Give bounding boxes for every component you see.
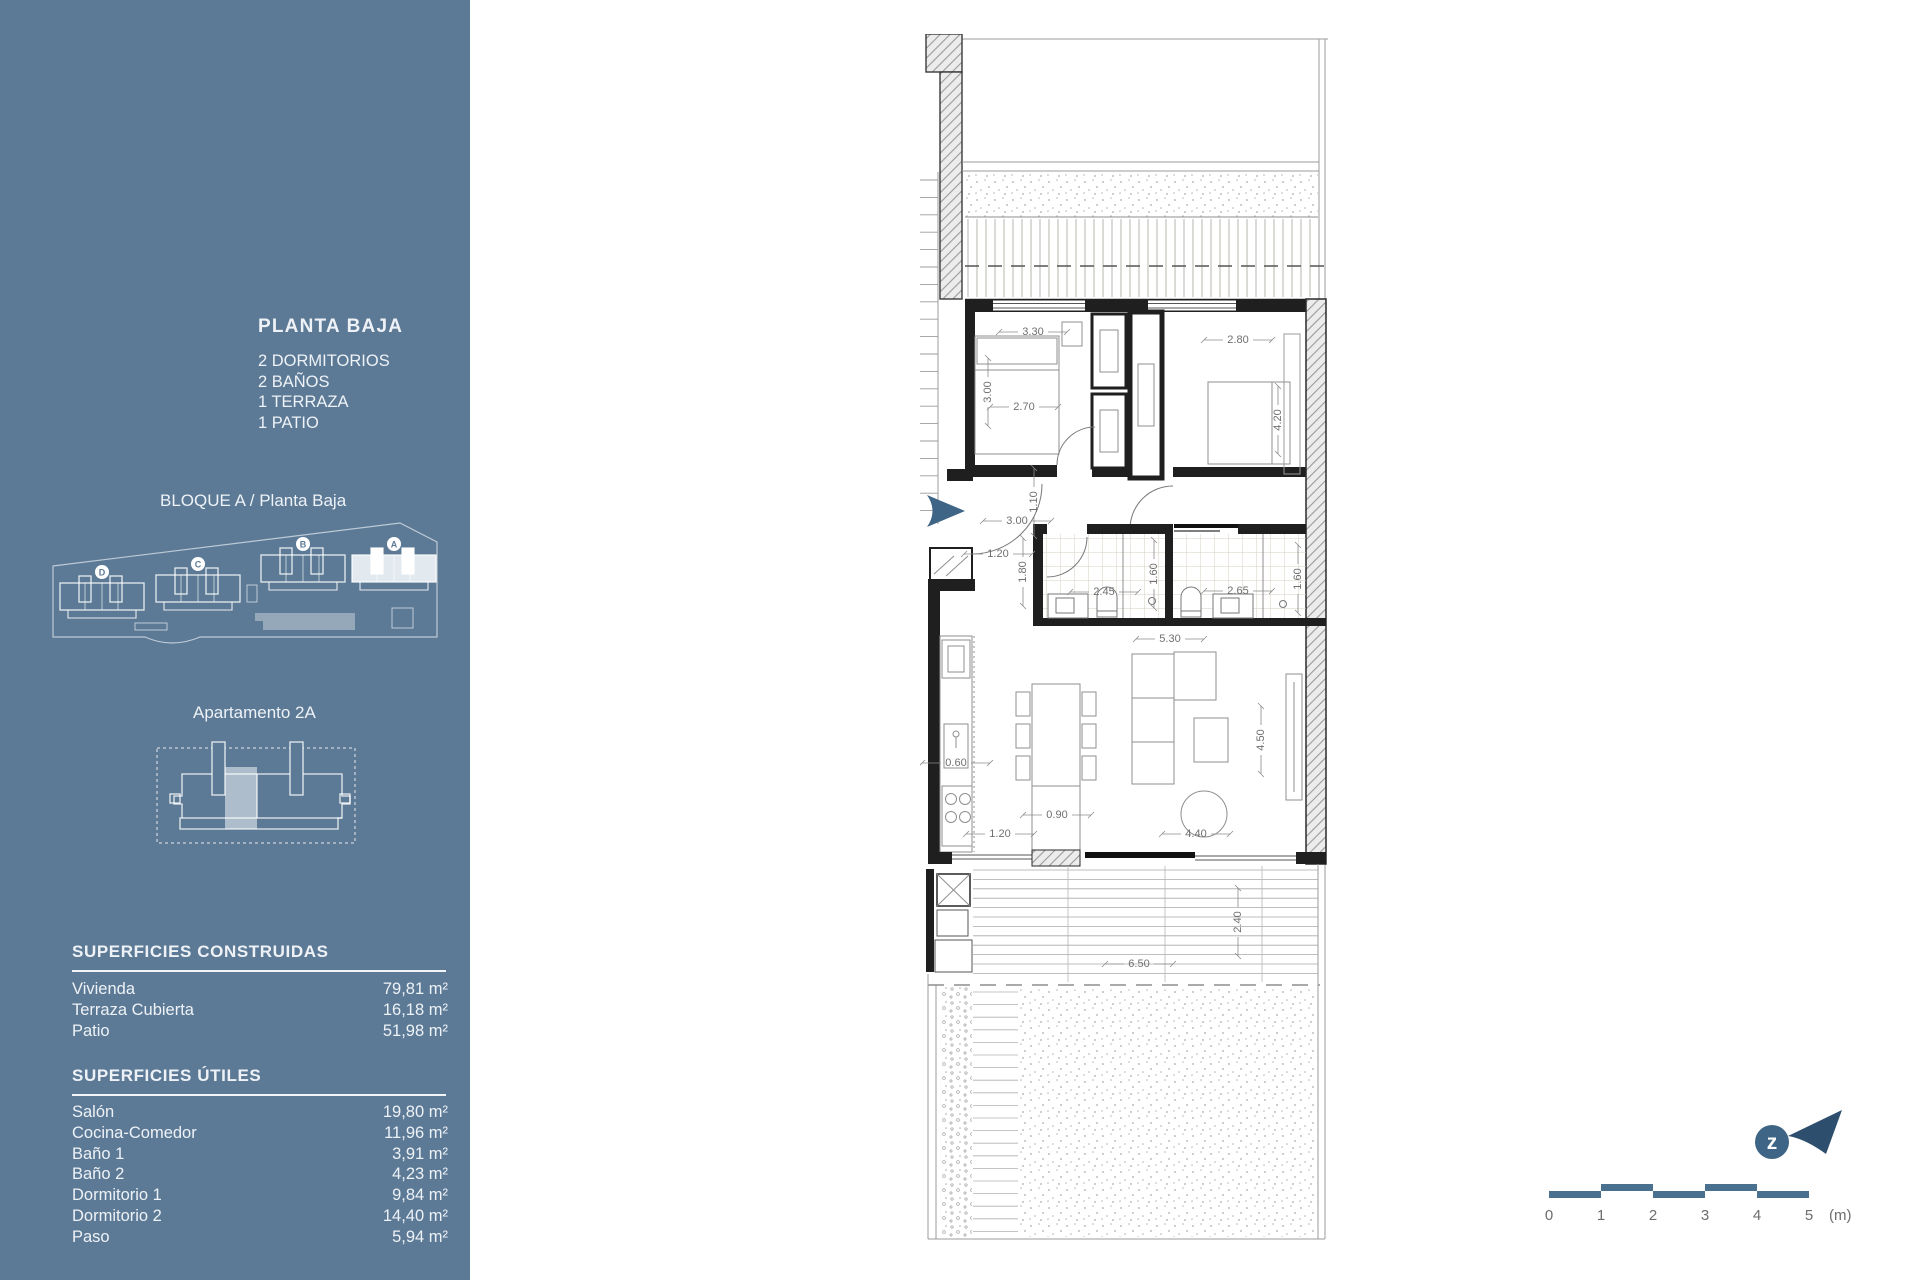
area-value: 5,94 m² — [392, 1227, 448, 1246]
svg-text:1.80: 1.80 — [1016, 561, 1029, 583]
scale-label: 5 — [1804, 1207, 1814, 1224]
sliding-door — [1174, 526, 1238, 531]
svg-text:2.80: 2.80 — [1227, 333, 1249, 346]
area-row — [72, 1185, 448, 1206]
area-label: Paso — [72, 1227, 110, 1246]
vegetation-strip — [940, 987, 972, 1237]
area-value: 51,98 m² — [382, 1021, 448, 1040]
entrance — [927, 469, 1042, 859]
area-label: Dormitorio 2 — [72, 1206, 162, 1225]
scale-label: 1 — [1596, 1207, 1606, 1224]
svg-text:2.65: 2.65 — [1227, 584, 1249, 597]
sink — [1213, 594, 1253, 618]
toilet — [1181, 587, 1201, 617]
area-row — [72, 1102, 448, 1123]
area-row — [72, 1021, 448, 1042]
side-steps — [920, 180, 938, 511]
sidebar — [0, 0, 470, 1280]
area-label: Vivienda — [72, 980, 135, 998]
feature-item: 1 TERRAZA — [258, 393, 349, 412]
svg-text:4.20: 4.20 — [1271, 409, 1284, 431]
feature-item: 2 DORMITORIOS — [258, 352, 390, 370]
door-arc — [1057, 427, 1095, 465]
door-arc — [1130, 486, 1173, 529]
area-row — [72, 1123, 448, 1144]
siteplan-block-A — [352, 537, 436, 590]
area-row — [72, 1164, 448, 1185]
area-label: Patio — [72, 1021, 110, 1040]
scale-label: 4 — [1752, 1207, 1762, 1224]
highlighted-unit — [225, 767, 257, 829]
area-row — [72, 1000, 448, 1021]
entrance-arrow — [927, 495, 965, 527]
svg-text:2.40: 2.40 — [1231, 911, 1244, 933]
svg-text:3.00: 3.00 — [981, 381, 994, 403]
siteplan-pool — [255, 613, 355, 630]
window — [1148, 301, 1236, 311]
dimension-0.90 — [1020, 809, 1094, 821]
construidas-table — [72, 979, 448, 1041]
dimension-4.50 — [1255, 703, 1267, 777]
tv-unit — [1286, 674, 1302, 800]
scale-label: 3 — [1700, 1207, 1710, 1224]
svg-text:1.10: 1.10 — [1027, 491, 1040, 513]
utility-area — [926, 869, 972, 972]
dimension-1.80 — [1017, 535, 1029, 609]
svg-text:1.60: 1.60 — [1147, 563, 1160, 585]
area-value: 11,96 m² — [384, 1123, 448, 1142]
gravel-patio — [1018, 987, 1318, 1237]
sliding-door — [1085, 852, 1195, 858]
siteplan-structure — [392, 608, 413, 628]
dimension-5.30 — [1133, 633, 1207, 645]
rule — [72, 1094, 446, 1096]
north-glyph: z — [1766, 1131, 1778, 1154]
svg-text:3.00: 3.00 — [1006, 514, 1028, 527]
svg-text:2.45: 2.45 — [1093, 585, 1115, 598]
north-arrow — [1788, 1110, 1842, 1154]
patio — [928, 864, 1325, 1239]
building-outline — [174, 774, 350, 829]
svg-text:6.50: 6.50 — [1128, 957, 1150, 970]
feature-item: 1 PATIO — [258, 414, 319, 433]
area-label: Baño 2 — [72, 1165, 125, 1184]
area-value: 14,40 m² — [382, 1206, 448, 1225]
page-title: PLANTA BAJA — [258, 316, 404, 337]
tower — [290, 742, 303, 795]
scale-label: 2 — [1648, 1207, 1658, 1224]
siteplan-map — [52, 518, 452, 668]
scale-segments — [1549, 1184, 1809, 1198]
area-label: Cocina-Comedor — [72, 1123, 197, 1142]
area-value: 79,81 m² — [382, 980, 448, 998]
svg-text:2.70: 2.70 — [1013, 400, 1035, 413]
terrace-window-wall — [928, 850, 1326, 866]
dimension-2.80 — [1201, 334, 1275, 346]
tower — [212, 742, 225, 795]
dining-island — [1016, 684, 1096, 852]
block-letter: D — [98, 567, 106, 578]
terrace — [926, 866, 1320, 985]
svg-text:3.30: 3.30 — [1022, 325, 1044, 338]
dimension-4.20 — [1272, 383, 1284, 457]
siteplan-block-C — [156, 557, 240, 610]
heading-superficies-utiles: SUPERFICIES ÚTILES — [72, 1066, 262, 1085]
window — [993, 301, 1085, 311]
svg-text:4.50: 4.50 — [1254, 729, 1267, 751]
svg-text:1.20: 1.20 — [989, 827, 1011, 840]
area-label: Terraza Cubierta — [72, 1000, 194, 1019]
area-value: 9,84 m² — [392, 1186, 448, 1205]
coffee-table — [1194, 718, 1228, 762]
gravel-strip — [965, 174, 1318, 217]
area-value: 3,91 m² — [392, 1144, 448, 1163]
area-label: Dormitorio 1 — [72, 1186, 162, 1205]
apartment-label: Apartamento 2A — [193, 703, 316, 722]
boundary-wall — [926, 34, 962, 72]
siteplan-block-B — [261, 537, 345, 590]
siteplan-structure — [247, 585, 257, 602]
boundary-wall — [940, 72, 962, 299]
area-value: 19,80 m² — [382, 1103, 448, 1121]
area-row — [72, 979, 448, 1000]
dimension-1.20 — [963, 828, 1037, 840]
siteplan-structure — [135, 623, 167, 630]
floor-plan — [920, 34, 1330, 1244]
feature-list — [258, 351, 390, 434]
rule — [72, 970, 446, 972]
area-value: 16,18 m² — [382, 1000, 448, 1019]
area-row — [72, 1227, 448, 1248]
block-label: BLOQUE A / Planta Baja — [160, 491, 347, 510]
pergola-strip — [968, 219, 1310, 297]
svg-text:1.60: 1.60 — [1291, 568, 1304, 590]
dimension-4.40 — [1159, 828, 1233, 840]
bed-2 — [1208, 334, 1300, 474]
dimension-2.70 — [987, 401, 1061, 413]
scale-unit: (m) — [1829, 1207, 1852, 1224]
north-indicator — [1738, 1104, 1850, 1168]
area-row — [72, 1144, 448, 1165]
svg-text:5.30: 5.30 — [1159, 632, 1181, 645]
scale-labels — [1545, 1207, 1813, 1224]
apartment-diagram — [152, 726, 368, 852]
scale-label: 0 — [1544, 1207, 1554, 1224]
block-letter: A — [390, 539, 398, 550]
block-letter: B — [299, 539, 307, 550]
dimension-2.40 — [1232, 885, 1244, 959]
stepped-path — [973, 992, 1018, 1231]
svg-text:0.60: 0.60 — [945, 756, 967, 769]
heading-superficies-construidas: SUPERFICIES CONSTRUIDAS — [72, 942, 329, 961]
svg-text:4.40: 4.40 — [1185, 827, 1207, 840]
area-label: Salón — [72, 1103, 115, 1121]
svg-text:0.90: 0.90 — [1046, 808, 1068, 821]
siteplan-block-D — [60, 565, 144, 618]
sink — [1048, 594, 1088, 618]
block-letter: C — [194, 559, 202, 570]
svg-text:1.20: 1.20 — [987, 547, 1009, 560]
feature-item: 2 BAÑOS — [258, 372, 330, 391]
bathrooms — [1033, 524, 1326, 626]
outer-wall — [1306, 299, 1326, 864]
area-row — [72, 1206, 448, 1227]
scale-bar — [1543, 1176, 1873, 1228]
floor-plan-drawing — [920, 34, 1330, 1244]
wardrobe — [1092, 312, 1162, 478]
area-value: 4,23 m² — [392, 1165, 448, 1184]
kitchen-counter — [940, 636, 974, 852]
dimension-3.00 — [982, 355, 994, 429]
utiles-table — [72, 1102, 448, 1248]
area-label: Baño 1 — [72, 1144, 125, 1163]
